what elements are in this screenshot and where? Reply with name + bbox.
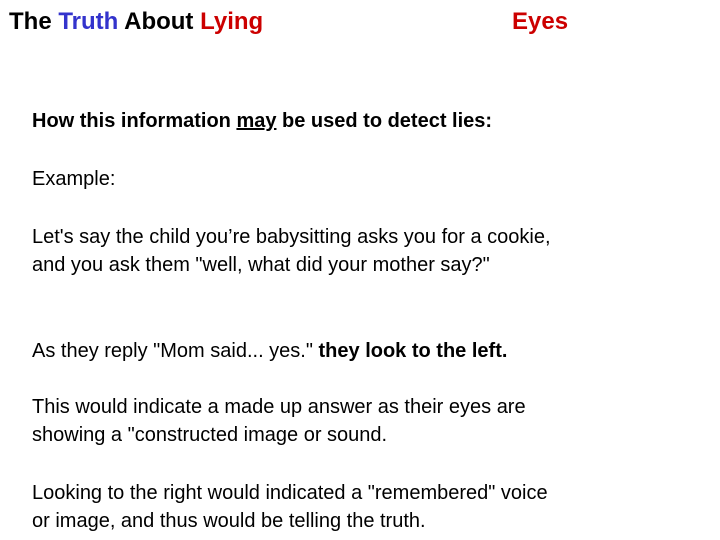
slide-title: [9, 4, 263, 40]
paragraph-scenario: Let's say the child you’re babysitting asks you for a cookie, and you ask them "well, what did your mother say?": [32, 226, 551, 276]
title-part-the: The: [9, 8, 59, 35]
paragraph-intro: [32, 79, 672, 135]
title-part-lying: Lying: [200, 8, 264, 35]
paragraph-remembered: Looking to the right would indicated a "remembered" voice or image, and thus would be telling the truth.: [32, 482, 548, 532]
slide-body: [32, 79, 672, 535]
paragraph-constructed: This would indicate a made up answer as their eyes are showing a "constructed image or sound.: [32, 396, 526, 446]
paragraph-reply: [32, 309, 672, 365]
intro-text-may: may: [236, 110, 277, 132]
intro-text-c: be used to detect lies:: [276, 110, 493, 132]
title-part-about: About: [118, 8, 201, 35]
intro-text-a: How this information: [32, 110, 237, 132]
reply-text-bold: they look to the left.: [318, 340, 508, 362]
title-part-truth: Truth: [58, 8, 119, 35]
slide-subtitle: Eyes: [512, 8, 569, 35]
reply-text: As they reply "Mom said... yes.": [32, 340, 319, 362]
paragraph-example-label: Example:: [32, 168, 116, 190]
